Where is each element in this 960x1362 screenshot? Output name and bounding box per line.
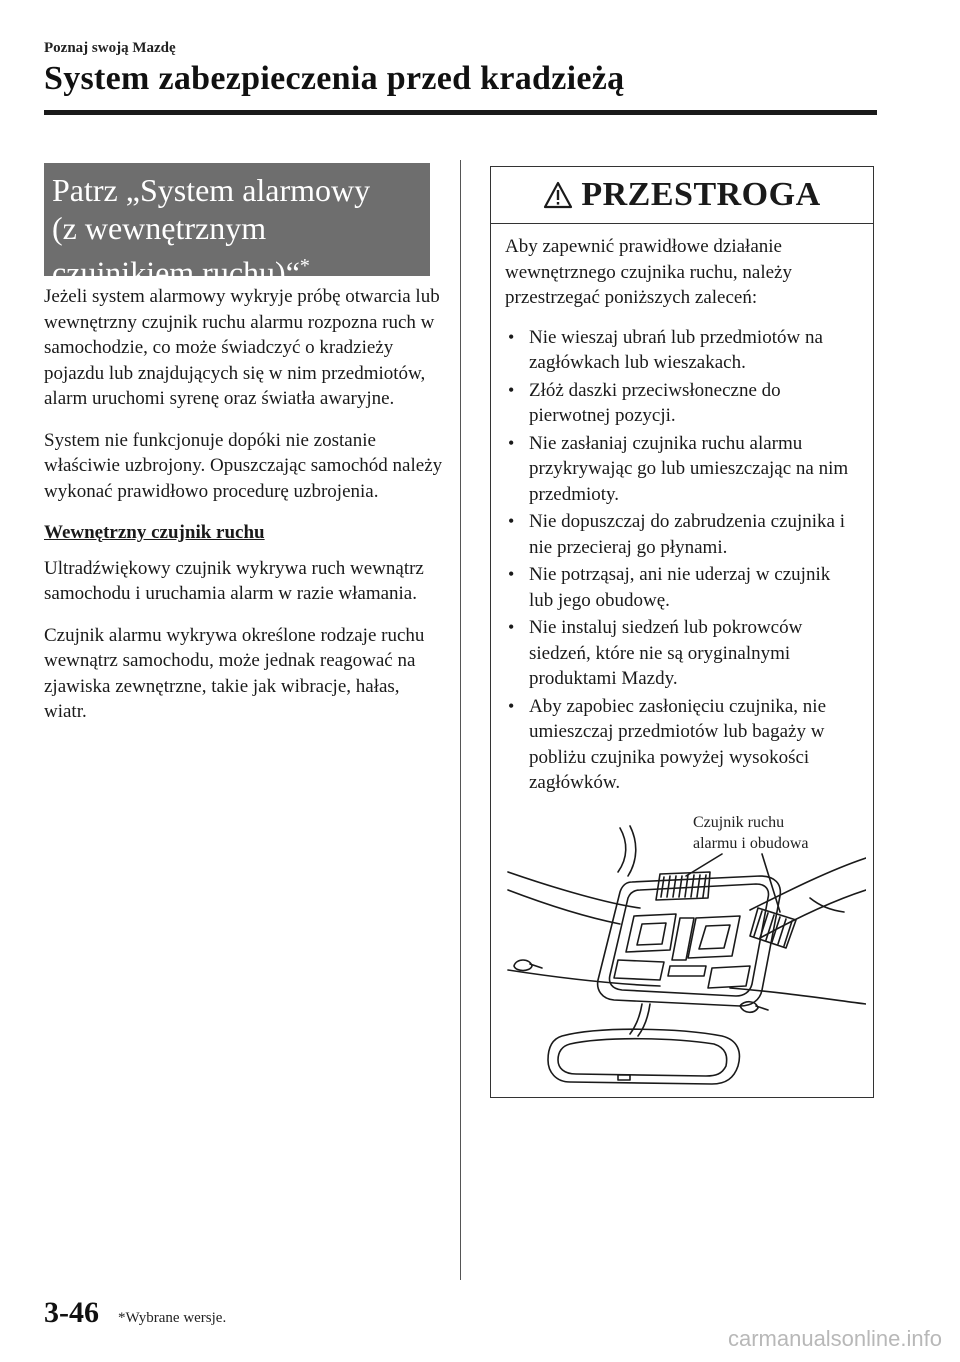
- sensor-diagram: [500, 820, 866, 1090]
- section-heading-line1: Patrz „System alarmowy: [52, 172, 371, 208]
- paragraph-alarm-trigger: Jeżeli system alarmowy wykryje próbę otwarcia lub wewnętrzny czujnik ruchu alarmu rozpozna ruch w samochodzie, co może świadczyć o kradzieży pojazdu lub znajdujących się w nim przedmiotów, alarm uruchomi syrenę oraz światła awaryjne.: [44, 286, 440, 409]
- footer-note: *Wybrane wersje.: [118, 1310, 227, 1326]
- caution-item: • Nie potrząsaj, ani nie uderzaj w czujnik lub jego obudowę.: [505, 562, 859, 613]
- watermark: carmanualsonline.info: [727, 1326, 942, 1351]
- caution-item: • Aby zapobiec zasłonięciu czujnika, nie umieszczaj przedmiotów lub bagaży w pobliżu czujnika powyżej wysokości zagłówków.: [505, 694, 859, 796]
- caution-list: [505, 325, 859, 796]
- column-divider: [460, 160, 461, 1280]
- page-title: System zabezpieczenia przed kradzieżą: [44, 60, 625, 97]
- page-number: 3-46: [44, 1296, 99, 1329]
- caution-item: • Nie dopuszczaj do zabrudzenia czujnika i nie przecieraj go płynami.: [505, 509, 859, 560]
- optional-feature-mark: *: [299, 255, 310, 277]
- warning-triangle-icon: [543, 181, 573, 209]
- caution-body: [491, 224, 873, 796]
- caution-item: • Nie wieszaj ubrań lub przedmiotów na zagłówkach lub wieszakach.: [505, 325, 859, 376]
- caution-header: [491, 167, 873, 224]
- diagram-label: [693, 812, 809, 854]
- section-heading-box: [44, 163, 430, 291]
- diagram-label-line2: alarmu i obudowa: [693, 835, 809, 852]
- paragraph-ultrasonic: Ultradźwiękowy czujnik wykrywa ruch wewnątrz samochodu i uruchamia alarm w razie włamania.: [44, 557, 424, 604]
- caution-intro: Aby zapewnić prawidłowe działanie wewnętrznego czujnika ruchu, należy przestrzegać poniższych zaleceń:: [505, 236, 792, 308]
- caution-item: • Złóż daszki przeciwsłoneczne do pierwotnej pozycji.: [505, 378, 859, 429]
- breadcrumb: Poznaj swoją Mazdę: [44, 40, 176, 56]
- paragraph-arming: System nie funkcjonuje dopóki nie zostanie właściwie uzbrojony. Opuszczając samochód należy wykonać prawidłowo procedurę uzbrojenia.: [44, 429, 443, 502]
- section-heading-line2: (z wewnętrznym: [52, 210, 267, 246]
- paragraph-external-factors: Czujnik alarmu wykrywa określone rodzaje ruchu wewnątrz samochodu, może jednak reagować na zjawiska zewnętrzne, takie jak wibracje, hałas, wiatr.: [44, 624, 425, 722]
- subheading-motion-sensor: Wewnętrzny czujnik ruchu: [44, 522, 265, 543]
- left-column: [44, 284, 444, 741]
- caution-item: • Nie instaluj siedzeń lub pokrowców siedzeń, które nie są oryginalnymi produktami Mazdy.: [505, 615, 859, 692]
- title-rule: [44, 110, 877, 115]
- caution-title: PRZESTROGA: [581, 176, 821, 213]
- diagram-label-line1: Czujnik ruchu: [693, 814, 785, 831]
- section-heading-line3-text: czujnikiem ruchu)“: [52, 254, 300, 291]
- caution-item: • Nie zasłaniaj czujnika ruchu alarmu przykrywając go lub umieszczając na nim przedmioty.: [505, 431, 859, 508]
